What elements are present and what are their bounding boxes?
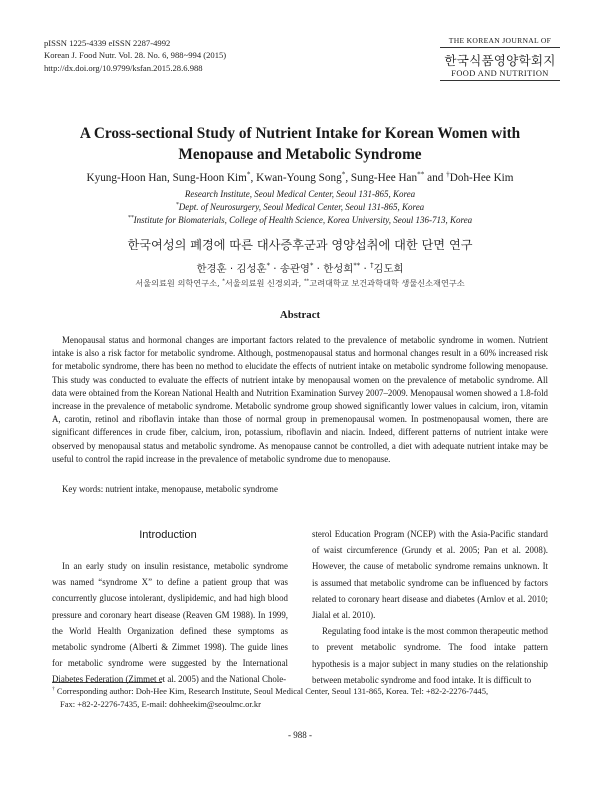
affiliation-text: Research Institute, Seoul Medical Center, Seoul 131-865, Korea: [184, 189, 416, 199]
introduction-heading: Introduction: [139, 529, 197, 541]
korean-affiliations: [20, 278, 580, 289]
footnote-mark: †: [52, 686, 55, 693]
author-text: , Sung-Hee Han: [345, 172, 418, 184]
author-mark: *: [246, 170, 251, 179]
title-line-2: Menopause and Metabolic Syndrome: [178, 145, 422, 163]
journal-name-en-bottom: FOOD AND NUTRITION: [440, 69, 560, 81]
footnote-text: Fax: +82-2-2276-7435, E-mail: dohheekim@seoulmc.or.kr: [60, 699, 262, 709]
korean-affil-text: 서울의료원 신경외과,: [224, 278, 304, 288]
article-metadata: [44, 37, 226, 74]
author-text: Kyung-Hoon Han, Sung-Hoon Kim: [86, 172, 247, 184]
body-column-right: [312, 526, 548, 688]
author-mark: *: [341, 170, 346, 179]
paragraph: In an early study on insulin resistance, metabolic syndrome was named “syndrome X” to define a patient group that was concurrently glucose intolerant, dyslipidemic, and had high blood pressure and coronary heart disease (Reaven GM 1988). In 1999, the World Health Organization defined these symptoms as metabolic syndrome (Alberti & Zimmet 1998). The guide lines for metabolic syndrome were suggested by the International Diabetes Federation (Zimmet et al. 2005) and the National Chole-: [52, 561, 288, 685]
korean-affil-mark: *: [222, 278, 225, 285]
author-text: Doh-Hee Kim: [449, 172, 514, 184]
abstract-body: Menopausal status and hormonal changes are important factors related to the prevalence of metabolic syndrome in women. Nutrient intake is also a risk factor for metabolic syndrome. Although, postmenopausal status and hormonal changes result in a 60% increased risk for metabolic syndrome, there has been no method to elucidate the effects of nutrient intake on metabolic syndrome following menopause. This study was conducted to evaluate the effects of nutrient intake by menopausal women on the prevalence of metabolic syndrome. All data were obtained from the Korean National Health and Nutrition Examination Survey 2007–2009. Menopausal women showed a 1.8-fold increase in the prevalence of metabolic syndrome. Metabolic syndrome group showed significantly lower values in calcium, iron, vitamin A, carotin, retinol and riboflavin intake than those of normal group in premenopausal women. In postmenopausal women, there are significant differences in crude fiber, calcium, iron, potassium, riboflavin and niacin. Indeed, different patterns of nutrient intake were observed by menopausal status and metabolic syndrome. As menopause cannot be controlled, a diet with adequate nutrient intake may be useful to control the rapid increase in the prevalence of metabolic syndrome due to menopause.: [52, 335, 548, 464]
footnote-line: [52, 685, 548, 698]
paragraph: sterol Education Program (NCEP) with the Asia-Pacific standard of waist circumference (Grundy et al. 2005; Pan et al. 2008). However, the cause of metabolic syndrome remains unknown. It is assumed that metabolic syndrome can be influenced by factors related to coronary heart disease and diabetes (Arnlov et al. 2010; Jialal et al. 2010).: [312, 529, 548, 621]
korean-author-text: · 송관영: [269, 263, 310, 275]
author-text: and: [424, 172, 447, 184]
affiliations: [30, 188, 570, 226]
citation-line: Korean J. Food Nutr. Vol. 28. No. 6, 988~994 (2015): [44, 50, 227, 61]
paragraph: Regulating food intake is the most common therapeutic method to prevent metabolic syndrome. The food intake pattern hypothesis is a major subject in many studies on the relationship between metabolic syndrome and food intake. It is difficult to: [312, 626, 548, 685]
title-line-1: A Cross-sectional Study of Nutrient Intake for Korean Women with: [79, 125, 521, 142]
korean-author-mark: †: [370, 261, 374, 270]
footnote-text: Corresponding author: Doh-Hee Kim, Research Institute, Seoul Medical Center, Seoul 131-865, Korea. Tel: +82-2-2276-7445,: [54, 686, 489, 696]
korean-author-mark: *: [309, 261, 314, 270]
affiliation-line: [30, 188, 570, 201]
korean-affil-text: 서울의료원 의학연구소,: [135, 278, 223, 288]
korean-author-text: 한경훈 · 김성훈: [196, 263, 267, 275]
footnote-line: [52, 698, 548, 711]
journal-name-ko: 한국식품영양학회지: [444, 53, 556, 68]
issn-line: pISSN 1225-4339 eISSN 2287-4992: [44, 38, 171, 48]
korean-title: 한국여성의 폐경에 따른 대사증후군과 영양섭취에 대한 단면 연구: [127, 238, 473, 252]
affiliation-mark: *: [175, 201, 179, 208]
korean-affil-mark: **: [303, 278, 310, 285]
author-mark: **: [417, 170, 425, 179]
journal-name-en-top: THE KOREAN JOURNAL OF: [440, 36, 560, 48]
footnote-rule: [52, 682, 162, 683]
korean-author-mark: *: [266, 261, 270, 270]
page-number: - 988 -: [288, 730, 312, 740]
author-text: , Kwan-Young Song: [250, 172, 342, 184]
author-mark: †: [446, 170, 450, 179]
affiliation-line: [30, 214, 570, 227]
corresponding-author-footnote: [52, 685, 548, 711]
affiliation-line: [30, 201, 570, 214]
abstract-heading: Abstract: [279, 309, 321, 321]
affiliation-mark: **: [127, 214, 134, 221]
author-list: [30, 172, 570, 184]
doi-line: http://dx.doi.org/10.9799/ksfan.2015.28.6.988: [44, 62, 203, 73]
journal-logo: [440, 36, 560, 81]
korean-author-text: · 한성희: [313, 263, 354, 275]
affiliation-text: Institute for Biomaterials, College of Health Science, Korea University, Seoul 136-713, Korea: [133, 214, 473, 225]
body-column-left: [52, 558, 288, 688]
affiliation-text: Dept. of Neurosurgery, Seoul Medical Center, Seoul 131-865, Korea: [178, 201, 425, 212]
article-title: [40, 124, 560, 165]
korean-affil-text: 고려대학교 보건과학대학 생물신소재연구소: [309, 278, 465, 288]
keywords: Key words: nutrient intake, menopause, metabolic syndrome: [62, 484, 278, 494]
korean-author-list: [30, 260, 570, 275]
korean-author-text: ·: [360, 263, 371, 275]
korean-author-text: 김도희: [373, 263, 404, 275]
korean-author-mark: **: [353, 261, 361, 270]
